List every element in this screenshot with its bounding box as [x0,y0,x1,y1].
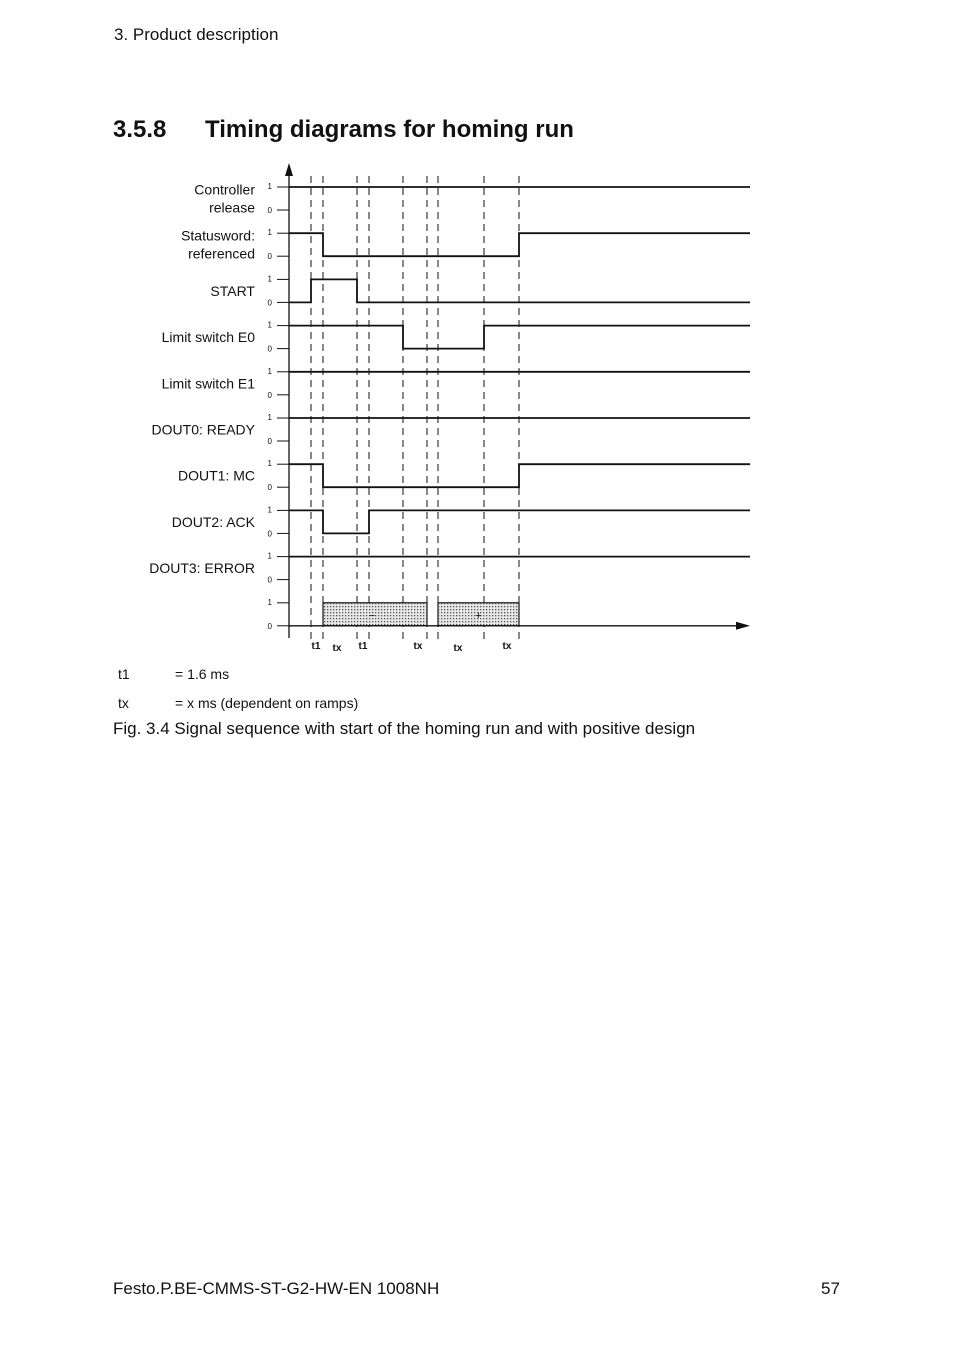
breadcrumb: 3. Product description [114,25,279,44]
signal-waveform [289,233,750,256]
legend-value: = 1.6 ms [175,666,230,682]
level-tick-high: 1 [267,459,272,469]
level-tick-high: 1 [267,505,272,515]
section-number: 3.5.8 [113,116,167,143]
level-tick-low: 0 [267,206,272,215]
signal-label: Limit switch E1 [161,375,255,392]
signal-waveform [289,464,750,487]
interval-label: t1 [311,641,321,652]
level-tick-high: 1 [267,320,272,330]
level-tick-high: 1 [267,413,272,422]
signal-label: referenced [188,245,255,262]
level-tick-high: 1 [267,182,272,191]
interval-label: tx [502,641,512,652]
level-tick-low: 0 [267,298,272,308]
figure-caption: Fig. 3.4 Signal sequence with start of the homing run and with positive design [113,719,696,738]
signal-label: START [210,282,255,299]
level-tick-low: 0 [267,529,272,539]
interval-label: t1 [358,641,368,652]
interval-label: tx [453,643,463,654]
level-tick-high: 1 [267,551,272,561]
level-tick-high: 1 [267,228,272,238]
level-tick-low: 0 [267,252,272,262]
level-tick-high: 1 [267,274,272,284]
signal-label: DOUT3: ERROR [149,560,255,577]
footer-document-id: Festo.P.BE-CMMS-ST-G2-HW-EN 1008NH [113,1279,440,1298]
signal-label: Controller [194,181,255,198]
y-axis-arrow [285,163,293,176]
signal-label: release [209,199,255,216]
level-tick-low: 0 [267,390,272,400]
level-tick-high: 1 [267,366,272,376]
motion-direction-sign: + [475,609,482,622]
signal-label: DOUT1: MC [178,467,255,484]
level-tick-low: 0 [267,344,272,354]
legend-value: = x ms (dependent on ramps) [175,695,359,711]
signal-label: Statusword: [181,227,255,244]
page-number: 57 [821,1279,840,1298]
legend-key: tx [118,695,129,711]
motion-direction-sign: − [368,609,376,622]
level-tick-high: 1 [267,597,272,607]
signal-label: Limit switch E0 [161,329,255,346]
level-tick-low: 0 [267,483,272,493]
interval-label: tx [332,643,342,654]
signal-label: DOUT0: READY [151,421,255,438]
time-axis-arrow [736,622,750,630]
signal-label: DOUT2: ACK [171,513,255,530]
interval-label: tx [413,641,423,652]
level-tick-low: 0 [267,437,272,446]
level-tick-low: 0 [267,621,272,631]
legend-key: t1 [118,666,130,682]
section-title: Timing diagrams for homing run [205,116,574,143]
level-tick-low: 0 [267,575,272,585]
